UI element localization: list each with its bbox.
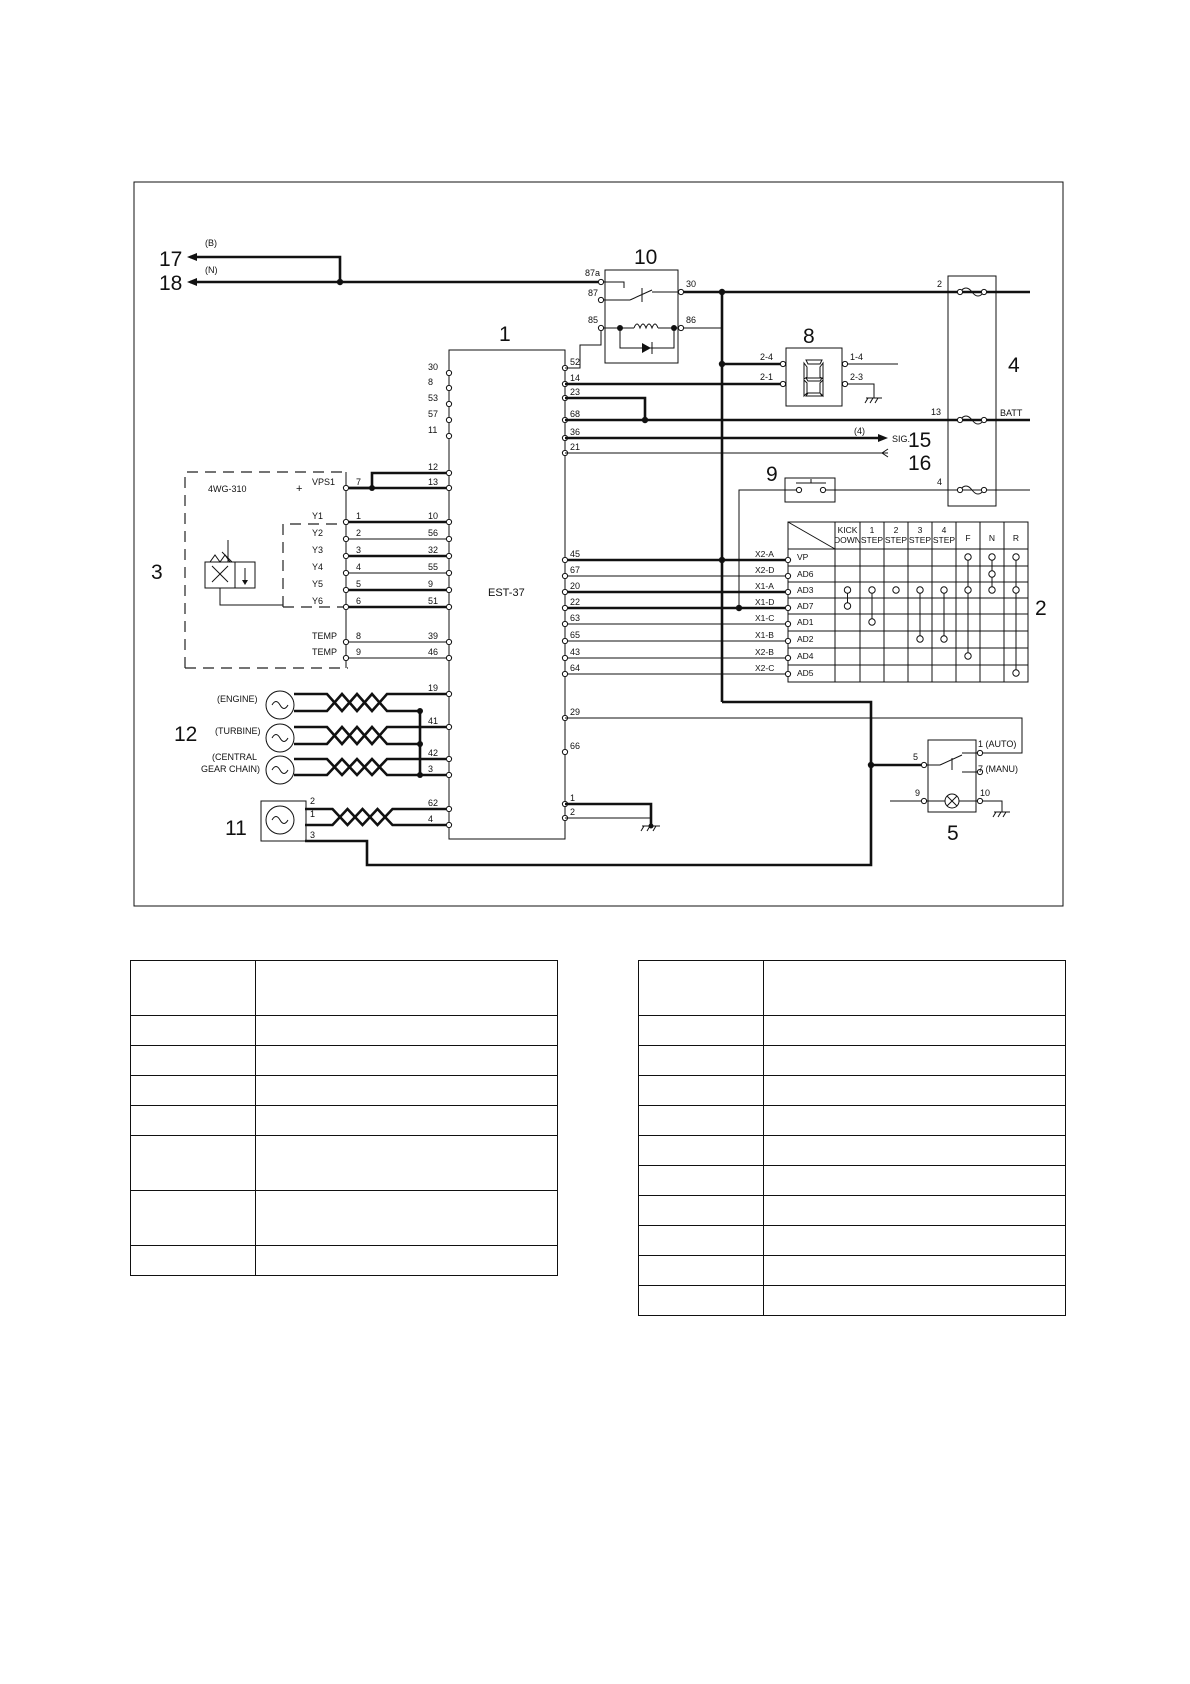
legend-number-cell [639, 1256, 764, 1286]
legend-row [131, 1246, 558, 1276]
switch-pin-5: 5 [913, 752, 919, 762]
selector-signal-label: AD2 [797, 634, 814, 644]
selector-wire-label: X1-B [755, 630, 774, 640]
ecu-left-pin-label: 11 [428, 425, 438, 435]
legend-description-cell [256, 1136, 558, 1191]
selector-wire-label: X1-A [755, 581, 774, 591]
transmission-pin-label: 5 [356, 579, 362, 589]
legend-number-cell [131, 1046, 256, 1076]
ecu-left-pin-label: 9 [428, 579, 434, 589]
output-sensor-pin-1: 1 [310, 809, 316, 819]
legend-row [639, 1076, 1066, 1106]
ecu-right-pin-label: 43 [570, 647, 581, 657]
selector-wire-label: X2-A [755, 549, 774, 559]
transmission-plus: + [296, 483, 303, 495]
ecu-right-pin-label: 64 [570, 663, 581, 673]
output-sensor-pin-3: 3 [310, 830, 316, 840]
fuse-box [931, 276, 1023, 506]
transmission-signal-label: TEMP [312, 647, 338, 657]
transmission-pin-label: 3 [356, 545, 362, 555]
legend-number-cell [131, 1191, 256, 1246]
ecu-model-label: EST-37 [488, 587, 525, 599]
legend-description-cell [256, 1076, 558, 1106]
ecu-left-pin-label: 4 [428, 814, 434, 824]
callout-16: 16 [908, 452, 932, 475]
callout-4: 4 [1008, 354, 1020, 377]
ecu-left-pin-label: 10 [428, 511, 439, 521]
legend-number-cell [639, 1196, 764, 1226]
ecu-left-pin-label: 19 [428, 683, 439, 693]
relay-pin-30: 30 [686, 279, 697, 289]
selector-signal-label: VP [797, 552, 809, 562]
ecu-right-pin-label: 63 [570, 613, 581, 623]
ecu-right-pin-label: 21 [570, 442, 581, 452]
transmission-pin-label: 2 [356, 528, 362, 538]
ecu-right-pin-label: 2 [570, 807, 576, 817]
legend-description-cell [764, 1016, 1066, 1046]
legend-description-cell [764, 1136, 1066, 1166]
legend-description-cell [764, 1076, 1066, 1106]
legend-table-left [130, 960, 558, 1276]
selector-signal-label: AD5 [797, 668, 814, 678]
transmission-pin-label: 1 [356, 511, 362, 521]
seven-segment-digit-icon [804, 360, 823, 396]
legend-row [639, 961, 1066, 1016]
callout-1: 1 [499, 323, 511, 346]
legend-description-cell [256, 1106, 558, 1136]
sig-count-label: (4) [854, 426, 865, 436]
relay-pin-87a: 87a [585, 268, 601, 278]
display-pin-2-1: 2-1 [760, 372, 774, 382]
selector-column-header: 1 [869, 525, 875, 535]
legend-row [639, 1166, 1066, 1196]
legend-row [639, 1256, 1066, 1286]
legend-row [131, 1136, 558, 1191]
legend-description-cell [764, 961, 1066, 1016]
selector-signal-label: AD7 [797, 601, 814, 611]
callout-17: 17 [159, 248, 183, 271]
ecu-right-pin-label: 36 [570, 427, 581, 437]
legend-row [639, 1136, 1066, 1166]
transmission-pin-label: 4 [356, 562, 362, 572]
callout-18: 18 [159, 272, 183, 295]
callout-3: 3 [151, 561, 163, 584]
selector-signal-label: AD6 [797, 569, 814, 579]
selector-wire-label: X1-D [755, 597, 775, 607]
selector-column-header: STEP [932, 535, 956, 545]
ecu-right-pin-label: 20 [570, 581, 581, 591]
legend-number-cell [131, 961, 256, 1016]
selector-column-header: 4 [941, 525, 947, 535]
selector-wire-label: X2-D [755, 565, 775, 575]
transmission-signal-label: Y1 [312, 511, 324, 521]
callout-15: 15 [908, 429, 932, 452]
legend-description-cell [764, 1226, 1066, 1256]
callout-9: 9 [766, 463, 778, 486]
legend-number-cell [131, 1016, 256, 1046]
legend-row [639, 1286, 1066, 1316]
relay-pin-85: 85 [588, 315, 599, 325]
legend-row [131, 1016, 558, 1046]
transmission-pin-label: 6 [356, 596, 362, 606]
sensor-engine-label: (ENGINE) [217, 694, 258, 704]
legend-number-cell [639, 961, 764, 1016]
selector-signal-label: AD4 [797, 651, 814, 661]
transmission-signal-label: TEMP [312, 631, 338, 641]
legend-row [131, 961, 558, 1016]
legend-number-cell [639, 1076, 764, 1106]
selector-column-header: 2 [893, 525, 899, 535]
transmission-signal-label: Y3 [312, 545, 324, 555]
legend-number-cell [639, 1166, 764, 1196]
legend-number-cell [639, 1136, 764, 1166]
output-speed-sensor [261, 801, 306, 841]
legend-row [131, 1076, 558, 1106]
ecu-right-pin-label: 23 [570, 387, 581, 397]
output-n-label: (N) [205, 265, 218, 275]
callout-12: 12 [174, 723, 198, 746]
selector-column-header: F [965, 533, 971, 543]
callout-2: 2 [1035, 597, 1047, 620]
selector-wires [568, 549, 791, 677]
legend-description-cell [256, 1191, 558, 1246]
selector-column-header: STEP [908, 535, 932, 545]
callout-11: 11 [225, 817, 247, 840]
ecu-left-pin-label: 55 [428, 562, 439, 572]
ecu-right-pin-label: 68 [570, 409, 581, 419]
display-pin-2-4: 2-4 [760, 352, 774, 362]
selector-signal-label: AD3 [797, 585, 814, 595]
ecu-left-pin-label: 8 [428, 377, 434, 387]
batt-label: BATT [1000, 408, 1023, 418]
legend-description-cell [256, 1246, 558, 1276]
legend-number-cell [131, 1076, 256, 1106]
callout-10: 10 [634, 246, 658, 269]
legend-row [639, 1196, 1066, 1226]
selector-column-header: R [1012, 533, 1020, 543]
legend-description-cell [256, 961, 558, 1016]
selector-wire-label: X2-B [755, 647, 774, 657]
ecu-right-pin-label: 67 [570, 565, 581, 575]
legend-number-cell [639, 1016, 764, 1046]
legend-number-cell [639, 1106, 764, 1136]
ecu-left-pin-label: 3 [428, 764, 434, 774]
legend-description-cell [256, 1016, 558, 1046]
selector-wire-label: X1-C [755, 613, 775, 623]
legend-description-cell [764, 1256, 1066, 1286]
ecu-left-pin-label: 57 [428, 409, 439, 419]
transmission-signal-label: Y2 [312, 528, 324, 538]
legend-number-cell [131, 1136, 256, 1191]
sensor-turbine-label: (TURBINE) [215, 726, 261, 736]
selector-wire-label: X2-C [755, 663, 775, 673]
switch-auto-label: 1 (AUTO) [978, 739, 1017, 749]
legend-row [639, 1046, 1066, 1076]
display [760, 348, 898, 406]
legend-row [639, 1016, 1066, 1046]
relay-pin-87: 87 [588, 288, 599, 298]
output-b-label: (B) [205, 238, 217, 248]
ecu-left-pin-label: 53 [428, 393, 439, 403]
callout-8: 8 [803, 325, 815, 348]
ecu-left-pin-label: 39 [428, 631, 439, 641]
legend-description-cell [764, 1106, 1066, 1136]
display-pin-2-3: 2-3 [850, 372, 864, 382]
transmission-signal-label: Y5 [312, 579, 324, 589]
legend-row [131, 1191, 558, 1246]
selector-column-header: N [988, 533, 996, 543]
selector-column-header: DOWN [834, 535, 861, 545]
transmission-signal-label: Y6 [312, 596, 324, 606]
legend-description-cell [256, 1046, 558, 1076]
legend-number-cell [639, 1286, 764, 1316]
ecu-left-pin-label: 41 [428, 716, 439, 726]
output-wires [187, 238, 601, 286]
legend-table-right [638, 960, 1066, 1316]
ecu-right-pin-label: 1 [570, 793, 576, 803]
transmission [185, 472, 446, 668]
switch-pin-9: 9 [915, 788, 921, 798]
legend-description-cell [764, 1046, 1066, 1076]
selector-signal-label: AD1 [797, 617, 814, 627]
legend-number-cell [131, 1246, 256, 1276]
ecu-right-pin-label: 66 [570, 741, 581, 751]
ecu-left-pin-label: 42 [428, 748, 439, 758]
transmission-pin-label: 9 [356, 647, 362, 657]
kickdown-switch [782, 478, 838, 502]
ecu-right-pin-label: 14 [570, 373, 581, 383]
ecu-right-pin-label: 45 [570, 549, 581, 559]
ecu-right-pin-label: 65 [570, 630, 581, 640]
ecu-left-pin-label: 62 [428, 798, 439, 808]
selector-column-header: KICK [837, 525, 858, 535]
ecu-left-pin-label: 51 [428, 596, 439, 606]
legend-row [639, 1226, 1066, 1256]
transmission-signal-label: Y4 [312, 562, 324, 572]
switch-pin-10: 10 [980, 788, 991, 798]
callout-5: 5 [947, 822, 959, 845]
ecu-left-pin-label: 32 [428, 545, 439, 555]
selector-column-header: STEP [884, 535, 908, 545]
legend-description-cell [764, 1196, 1066, 1226]
ecu-right-pin-label: 22 [570, 597, 581, 607]
legend-number-cell [639, 1226, 764, 1256]
relay-pin-86: 86 [686, 315, 697, 325]
ecu-left-pin-label: 12 [428, 462, 439, 472]
sensor-central-label-2: GEAR CHAIN) [201, 764, 261, 774]
fuse-pin-13: 13 [931, 407, 942, 417]
legend-description-cell [764, 1286, 1066, 1316]
legend-row [131, 1106, 558, 1136]
ecu-left-pin-label: 56 [428, 528, 439, 538]
switch-manu-label: 7 (MANU) [978, 764, 1018, 774]
sig-label: SIG. [892, 434, 911, 444]
legend-row [131, 1046, 558, 1076]
ecu-left-pin-label: 13 [428, 477, 439, 487]
ecu-right-pin-label: 29 [570, 707, 581, 717]
ecu-left-pin-label: 30 [428, 362, 439, 372]
fuse-pin-2: 2 [937, 279, 943, 289]
display-pin-1-4: 1-4 [850, 352, 864, 362]
legend-number-cell [131, 1106, 256, 1136]
transmission-signal-label: VPS1 [312, 477, 336, 487]
transmission-pin-label: 7 [356, 477, 362, 487]
output-sensor-pin-2: 2 [310, 796, 316, 806]
selector-matrix [788, 522, 1028, 682]
legend-description-cell [764, 1166, 1066, 1196]
legend-number-cell [639, 1046, 764, 1076]
proportional-valve-icon [205, 562, 235, 588]
sensor-central-label-1: (CENTRAL [212, 752, 258, 762]
transmission-pin-label: 8 [356, 631, 362, 641]
selector-column-header: 3 [917, 525, 923, 535]
selector-column-header: STEP [860, 535, 884, 545]
ecu-right-pin-label: 52 [570, 357, 581, 367]
transmission-model: 4WG-310 [208, 484, 247, 494]
fuse-pin-4: 4 [937, 477, 943, 487]
legend-row [639, 1106, 1066, 1136]
ecu-left-pin-label: 46 [428, 647, 439, 657]
auto-manu-switch [565, 718, 1022, 817]
